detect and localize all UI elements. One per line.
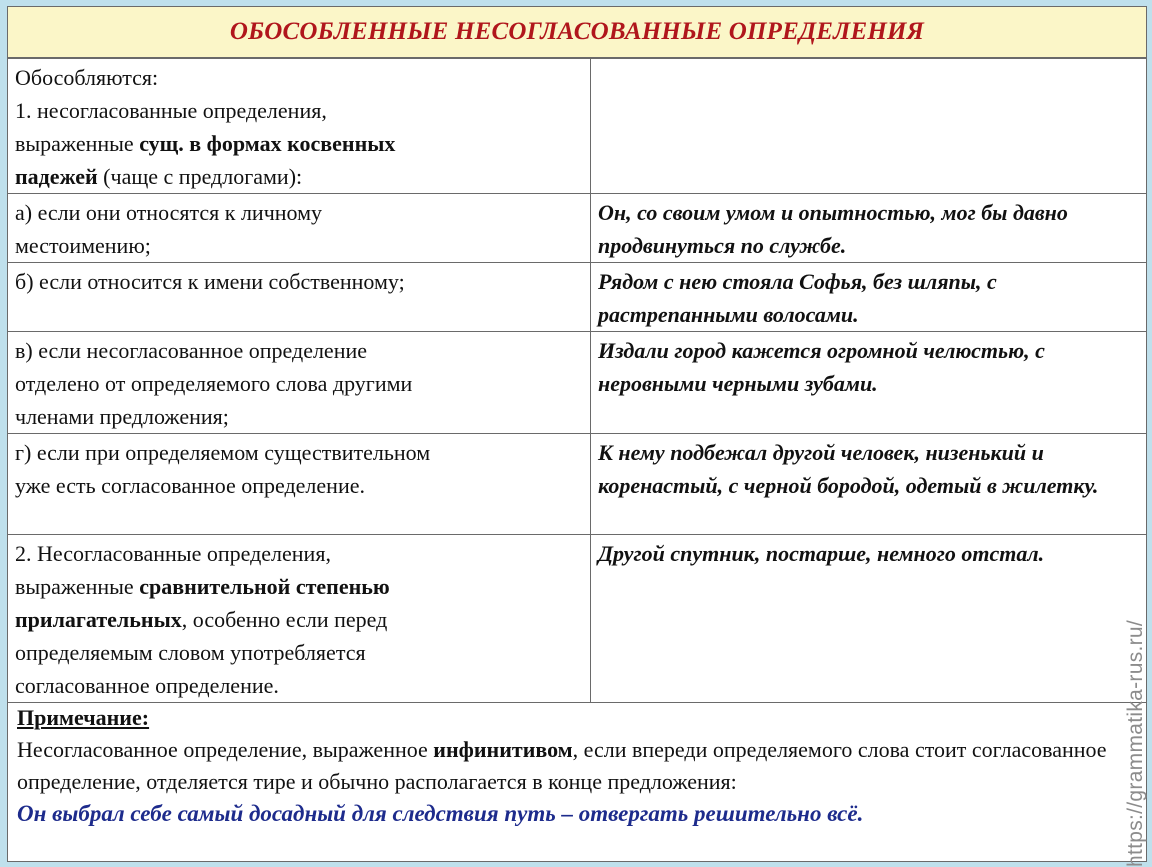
rule-text: выраженные bbox=[15, 574, 140, 599]
title-bar bbox=[7, 6, 1147, 58]
rule-text: 2. Несогласованные определения, bbox=[15, 541, 331, 566]
note-text-after: , если впереди определяемого слова стоит согласованное определение, отделяется тире и обычно располагается в конце предложения: bbox=[17, 737, 1107, 794]
rule-text: сущ. в формах косвенных bbox=[139, 131, 396, 156]
rule-text: отделено от определяемого слова другими bbox=[15, 371, 413, 396]
page-title: ОБОСОБЛЕННЫЕ НЕСОГЛАСОВАННЫЕ ОПРЕДЕЛЕНИЯ bbox=[229, 18, 925, 45]
rule-text: (чаще с предлогами): bbox=[97, 164, 303, 189]
rule-text: г) если при определяемом существительном bbox=[15, 440, 431, 465]
rule-text: б) если относится к имени собственному; bbox=[15, 269, 405, 294]
rule-text: в) если несогласованное определение bbox=[15, 338, 368, 363]
rule-cell bbox=[8, 263, 591, 332]
rule-text: уже есть согласованное определение. bbox=[15, 473, 365, 498]
example-text: Рядом с нею стояла Софья, без шляпы, с растрепанными волосами. bbox=[598, 269, 997, 327]
rule-text: а) если они относятся к личному bbox=[15, 200, 323, 225]
example-cell bbox=[591, 59, 1147, 194]
rule-text: прилагательных bbox=[15, 607, 182, 632]
example-cell bbox=[591, 434, 1147, 535]
example-text: К нему подбежал другой человек, низенький и коренастый, с черной бородой, одетый в жилетку. bbox=[598, 440, 1099, 498]
table-row bbox=[8, 263, 1147, 332]
note-text-before: Несогласованное определение, выраженное bbox=[17, 737, 434, 762]
table-row bbox=[8, 194, 1147, 263]
note-text-bold: инфинитивом bbox=[433, 737, 573, 762]
rule-cell bbox=[8, 332, 591, 434]
rule-cell bbox=[8, 59, 591, 194]
table-row bbox=[8, 59, 1147, 194]
rule-cell bbox=[8, 194, 591, 263]
note-example: Он выбрал себе самый досадный для следствия путь – отвергать решительно всё. bbox=[17, 801, 864, 826]
rule-text: падежей bbox=[15, 164, 98, 189]
example-cell bbox=[591, 194, 1147, 263]
rule-text: выраженные bbox=[15, 131, 140, 156]
rule-text: 1. несогласованные определения, bbox=[15, 98, 327, 123]
example-text: Другой спутник, постарше, немного отстал. bbox=[598, 541, 1045, 566]
rule-text: , особенно если перед bbox=[181, 607, 388, 632]
rules-table bbox=[7, 58, 1147, 703]
table-row bbox=[8, 434, 1147, 535]
rule-cell bbox=[8, 535, 591, 703]
rule-cell bbox=[8, 434, 591, 535]
rule-text: Обособляются: bbox=[15, 65, 159, 90]
example-text: Он, со своим умом и опытностью, мог бы давно продвинуться по службе. bbox=[598, 200, 1068, 258]
example-cell bbox=[591, 263, 1147, 332]
example-cell bbox=[591, 332, 1147, 434]
example-text: Издали город кажется огромной челюстью, с неровными черными зубами. bbox=[598, 338, 1045, 396]
note-section bbox=[7, 698, 1147, 862]
rule-text: определяемым словом употребляется bbox=[15, 640, 366, 665]
table-row bbox=[8, 535, 1147, 703]
rule-text: местоимению; bbox=[15, 233, 151, 258]
example-cell bbox=[591, 535, 1147, 703]
note-heading: Примечание: bbox=[17, 705, 150, 730]
watermark: https://grammatika-rus.ru/ bbox=[1124, 619, 1147, 867]
rule-text: согласованное определение. bbox=[15, 673, 279, 698]
rule-text: сравнительной степенью bbox=[139, 574, 390, 599]
rule-text: членами предложения; bbox=[15, 404, 229, 429]
table-row bbox=[8, 332, 1147, 434]
rules-card bbox=[7, 6, 1147, 862]
